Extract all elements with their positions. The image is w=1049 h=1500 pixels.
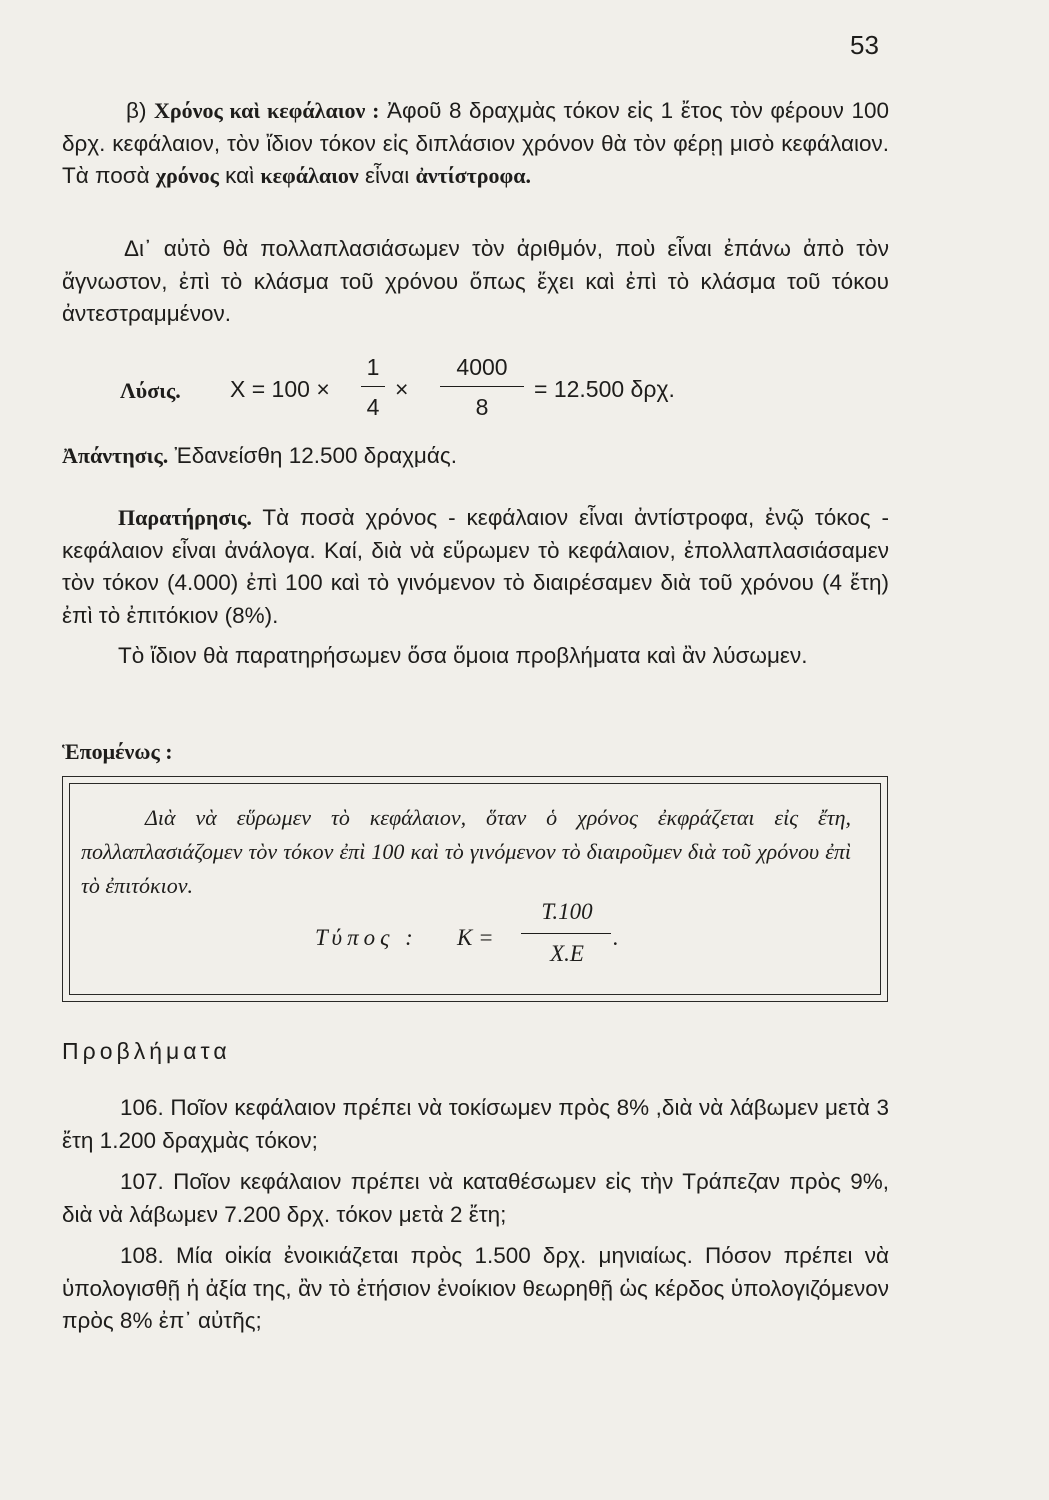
fraction-1-denominator: 4 <box>366 394 380 420</box>
paragraph-time-capital <box>62 95 889 193</box>
formula-label: Τύπος : <box>315 925 418 950</box>
paragraph-text: Δι᾽ αὐτὸ θὰ πολλαπλασιάσωμεν τὸν ἀριθμόν, ποὺ εἶναι ἐπάνω ἀπὸ τὸν ἄγνωστον, ἐπὶ τὸ κλάσμα τοῦ χρόνου ὅπως ἔχει καὶ ἐπὶ τὸ κλάσμα τοῦ τόκου ἀντεστραμμένον. <box>62 236 889 326</box>
fraction-1-numerator: 1 <box>366 354 380 380</box>
item-label: β) <box>126 98 147 123</box>
fraction-2-numerator: 4000 <box>456 354 508 380</box>
remark-text: Τὰ ποσὰ χρόνος - κεφάλαιον εἶναι ἀντίστροφα, ἐνῷ τόκος - κεφάλαιον εἶναι ἀνάλογα. Καί, διὰ νὰ εὕρωμεν τὸ κεφάλαιον, ἐπολλαπλασιάσαμεν τὸν τόκον (4.000) ἐπὶ 100 καὶ τὸ γινόμενον τὸ διαιρέσαμεν διὰ τοῦ χρόνου (4 ἔτη) ἐπὶ τὸ ἐπιτόκιον (8%). <box>62 505 889 628</box>
paragraph-method <box>62 233 889 331</box>
bold-term: ἀντίστροφα. <box>415 163 532 188</box>
problem-106 <box>62 1092 889 1157</box>
paragraph-text: καὶ <box>218 163 261 188</box>
remark-second-paragraph <box>62 640 889 673</box>
problem-text: 106. Ποῖον κεφάλαιον πρέπει νὰ τοκίσωμεν πρὸς 8% ,διὰ νὰ λάβωμεν μετὰ 3 ἔτη 1.200 δραχμὰς τόκον; <box>62 1095 889 1153</box>
answer-text: Ἐδανείσθη 12.500 δραχμάς. <box>168 443 457 468</box>
fraction-bar <box>361 386 385 387</box>
remark-paragraph <box>62 502 889 632</box>
fraction-bar <box>440 386 524 387</box>
formula-dot: . <box>613 925 619 950</box>
therefore-heading: Ἑπομένως : <box>62 739 173 764</box>
remark-label: Παρατήρησις. <box>118 505 252 530</box>
problems-heading: Προβλήματα <box>62 1038 231 1064</box>
problem-text: 107. Ποῖον κεφάλαιον πρέπει νὰ καταθέσωμεν εἰς τὴν Τράπεζαν πρὸς 9%, διὰ νὰ λάβωμεν 7.200 δρχ. τόκον μετὰ 2 ἔτη; <box>62 1169 889 1227</box>
solution-formula <box>62 348 762 428</box>
formula-result: = 12.500 δρχ. <box>534 376 675 402</box>
bold-term: χρόνος <box>155 163 219 188</box>
answer-label: Ἀπάντησις. <box>62 443 169 468</box>
formula-denominator: Χ.Ε <box>550 941 584 966</box>
fraction-bar <box>521 933 611 934</box>
section-title: Χρόνος καὶ κεφάλαιον : <box>153 98 380 123</box>
problem-108 <box>62 1240 889 1338</box>
problem-text: 108. Μία οἰκία ἐνοικιάζεται πρὸς 1.500 δρχ. μηνιαίως. Πόσον πρέπει νὰ ὑπολογισθῇ ἡ ἀξία της, ἂν τὸ ἐτήσιον ἐνοίκιον θεωρηθῇ ὡς κέρδος ὑπολογιζόμενον πρὸς 8% ἐπ᾽ αὐτῆς; <box>62 1243 889 1333</box>
formula-k-lhs: Κ = <box>457 925 494 950</box>
answer-line <box>62 440 889 473</box>
fraction-2-denominator: 8 <box>475 394 489 420</box>
solution-label: Λύσις. <box>120 378 181 403</box>
problem-107 <box>62 1166 889 1231</box>
formula-numerator: Τ.100 <box>541 899 593 924</box>
rule-box <box>62 776 888 1002</box>
formula-lhs: Χ = 100 × <box>230 376 330 402</box>
paragraph-text: εἶναι <box>358 163 416 188</box>
bold-term: κεφάλαιον <box>260 163 359 188</box>
rule-text <box>81 801 851 903</box>
rule-statement: Διὰ νὰ εὕρωμεν τὸ κεφάλαιον, ὅταν ὁ χρόνος ἐκφράζεται εἰς ἔτη, πολλαπλασιάζομεν τὸν τόκον ἐπὶ 100 καὶ τὸ γινόμενον τὸ διαιροῦμεν διὰ τοῦ χρόνου ἐπὶ τὸ ἐπιτόκιον. <box>81 805 851 898</box>
page-number: 53 <box>850 30 879 60</box>
paragraph-text: Τὸ ἴδιον θὰ παρατηρήσωμεν ὅσα ὅμοια προβλήματα καὶ ἂν λύσωμεν. <box>118 643 808 668</box>
paragraph-text: Ἀφοῦ 8 δραχμὰς τόκον εἰς 1 ἔτος τὸν φέρουν 100 δρχ. κεφάλαιον, τὸν ἴδιον τόκον εἰς διπλάσιον χρόνον θὰ τὸν φέρῃ μισὸ κεφάλαιον. Τὰ ποσὰ <box>62 98 889 188</box>
times-sign: × <box>395 376 409 402</box>
